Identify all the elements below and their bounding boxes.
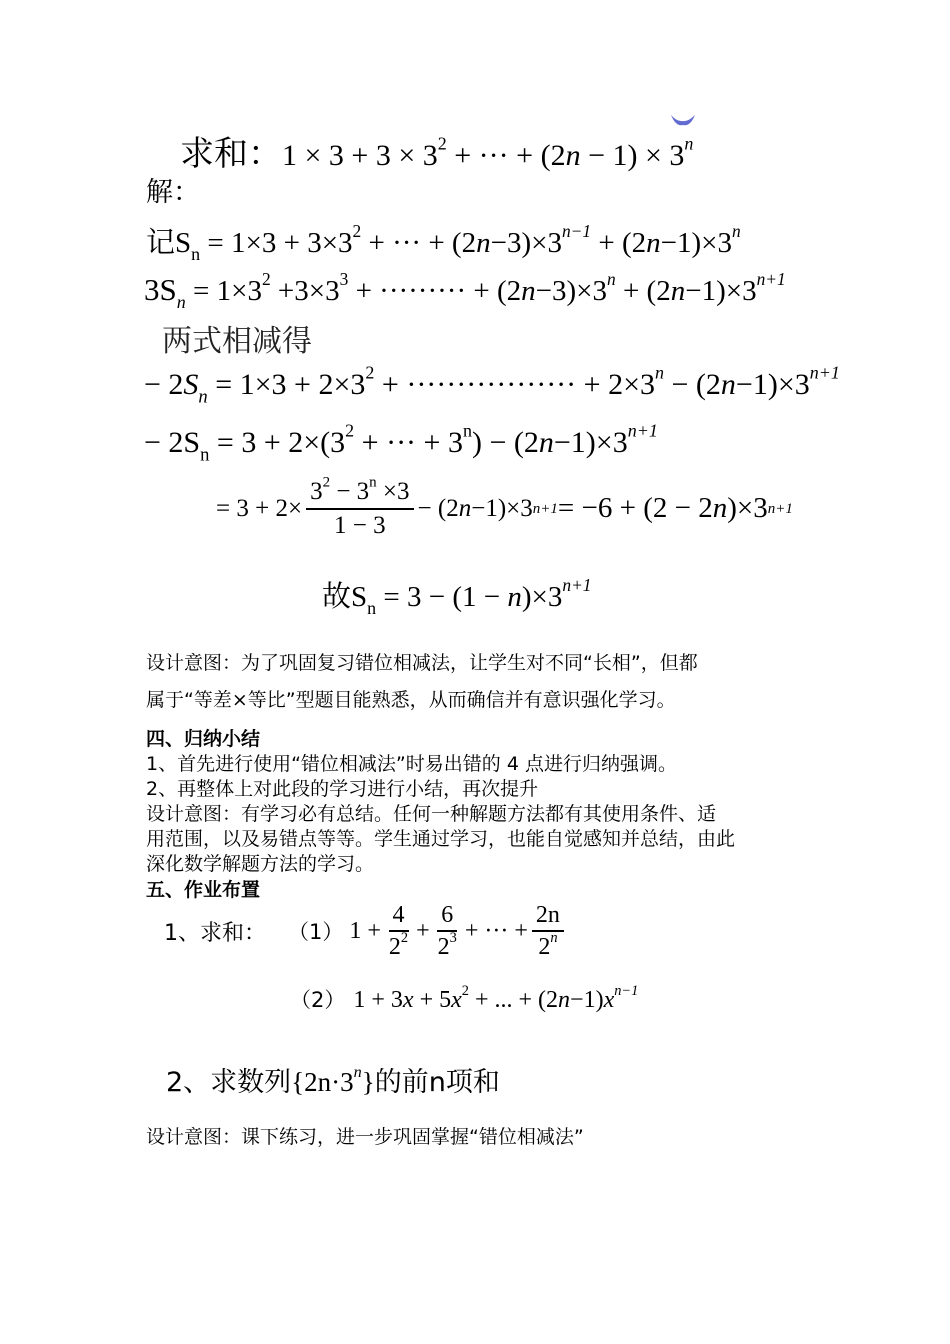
subtract-label: 两式相减得 [162, 324, 312, 359]
problem-line: 求和：$1 \times 3 + 3 \times 3^2$ + ··· + $(2n - 1) \times 3^n$ [180, 133, 694, 174]
homework-2-line: 2、求数列$\{2n\cdot 3^n\}$的前n项和 [166, 1063, 500, 1098]
equation-result: 故$S_n = 3 - (1 - n)\times 3^{n+1}$ [322, 575, 592, 619]
section-4-title: 四、归纳小结 [146, 728, 261, 750]
intent-paragraph-1-line-1: 设计意图：为了巩固复习错位相减法，让学生对不同“长相”，但都 [146, 652, 698, 674]
fraction-2: $\frac{6}{2^3}$ [437, 902, 457, 961]
equation-minus-2sn-a: − $2S_n = 1\times 3 + 2\times 3^2$ + ················· + $2\times 3^n - (2n-1)\times 3^{n+1}$ [144, 362, 840, 408]
equation-sn: 记$S_n = 1\times 3 + 3\times 3^2$ + ··· + $(2n-3)\times 3^{n-1} + (2n-1)\times 3^n$ [146, 221, 741, 265]
fraction: $\frac{3^2 - 3^n \times 3}{1 - 3}$ [306, 478, 413, 539]
section-4-item-1: 1、首先进行使用“错位相减法”时易出错的 4 点进行归纳强调。 [146, 753, 677, 775]
intent-paragraph-2-line-1: 设计意图：有学习必有总结。任何一种解题方法都有其使用条件、适 [146, 803, 717, 825]
section-4-item-2: 2、再整体上对此段的学习进行小结，再次提升 [146, 778, 539, 800]
fraction-3: $\frac{2n}{2^n}$ [532, 902, 564, 961]
intent-paragraph-2-line-2: 用范围，以及易错点等等。学生通过学习，也能自觉感知并总结，由此 [146, 828, 736, 850]
homework-1-line-1: 1、求和： （1） 1 + $\frac{4}{2^2}$ + $\frac{6}{2^3}$ + ··· + $\frac{2n}{2^n}$ [164, 902, 568, 961]
problem-label: 求和： [180, 134, 282, 174]
fraction-1: $\frac{4}{2^2}$ [388, 902, 409, 961]
equation-3sn: $3S_n = 1\times 3^2 +3\times 3^3$ + ········· + $(2n-3)\times 3^n + (2n-1)\times 3^{n+1}$ [144, 269, 786, 313]
equation-minus-2sn-b: − $2S_n = 3 + 2\times(3^2$ + ··· + $3^n) - (2n-1)\times 3^{n+1}$ [144, 420, 658, 466]
equation-fraction: = 3 + 2× $\frac{3^2 - 3^n \times 3}{1 - 3}$ − (2 n −1)×3 n+1 = −6 + (2 − 2 n )×3 n+1 [216, 474, 793, 539]
homework-1-label: 1、求和： [164, 920, 266, 946]
intent-paragraph-1-line-2: 属于“等差×等比”型题目能熟悉，从而确信并有意识强化学习。 [146, 689, 676, 711]
solution-label: 解： [146, 177, 200, 208]
section-5-title: 五、作业布置 [146, 879, 261, 901]
homework-1-line-2: （2） $1 + 3x + 5x^2$ + ... + $(2n-1)x^{n-1}$ [290, 982, 639, 1013]
intent-paragraph-2-line-3: 深化数学解题方法的学习。 [146, 853, 375, 875]
intent-paragraph-3: 设计意图：课下练习，进一步巩固掌握“错位相减法” [146, 1126, 584, 1148]
